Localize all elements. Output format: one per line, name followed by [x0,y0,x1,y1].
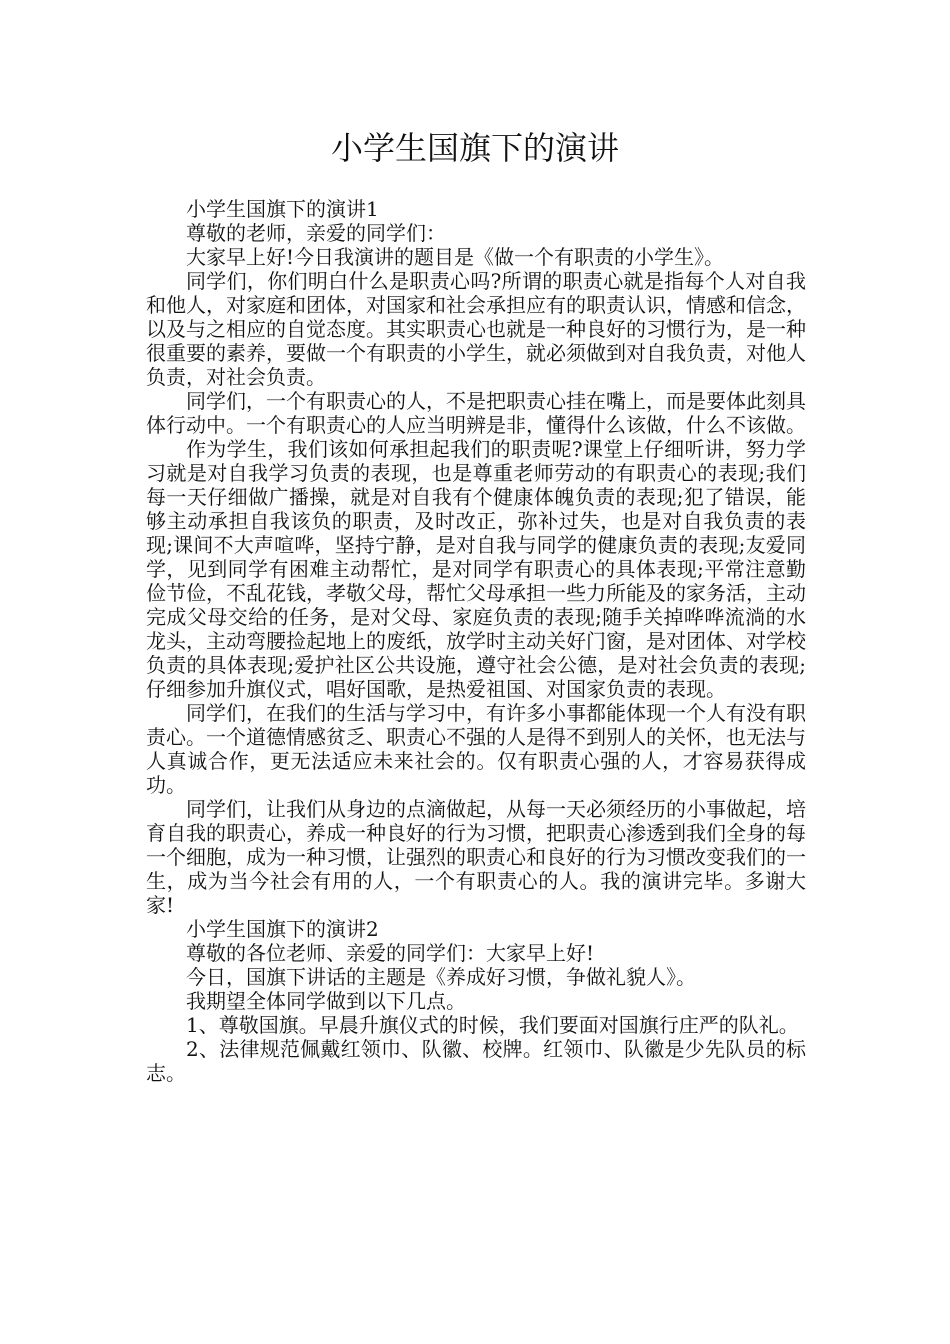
paragraph-body: 我期望全体同学做到以下几点。 [186,989,466,1013]
paragraph-body: 同学们，在我们的生活与学习中，有许多小事都能体现一个人有没有职责心。一个道德情感贫乏、职责心不强的人是得不到别人的关怀，也无法与人真诚合作，更无法适应未来社会的。仅有职责心强的人，才容易获得成功。 [146,701,806,797]
paragraph-salutation-1: 尊敬的老师，亲爱的同学们： [186,221,446,245]
paragraph-body: 作为学生，我们该如何承担起我们的职责呢?课堂上仔细听讲，努力学习就是对自我学习负责的表现，也是尊重老师劳动的有职责心的表现;我们每一天仔细做广播操，就是对自我有个健康体魄负责的表现;犯了错误，能够主动承担自我该负的职责，及时改正，弥补过失，也是对自我负责的表现;课间不大声喧哗，坚持宁静，是对自我与同学的健康负责的表现;友爱同学，见到同学有困难主动帮忙，是对同学有职责心的具体表现;平常注意勤俭节俭，不乱花钱，孝敬父母，帮忙父母承担一些力所能及的家务活，主动完成父母交给的任务，是对父母、家庭负责的表现;随手关掉哗哗流淌的水龙头，主动弯腰捡起地上的废纸，放学时主动关好门窗，是对团体、对学校负责的具体表现;爱护社区公共设施，遵守社会公德，是对社会负责的表现;仔细参加升旗仪式，唱好国歌，是热爱祖国、对国家负责的表现。 [146,437,806,701]
paragraph-body: 同学们，让我们从身边的点滴做起，从每一天必须经历的小事做起，培育自我的职责心，养成一种良好的行为习惯，把职责心渗透到我们全身的每一个细胞，成为一种习惯，让强烈的职责心和良好的行为习惯改变我们的一生，成为当今社会有用的人，一个有职责心的人。我的演讲完毕。多谢大家! [146,797,806,917]
paragraph-list-item: 2、法律规范佩戴红领巾、队徽、校牌。红领巾、队徽是少先队员的标志。 [146,1037,806,1085]
document-body [146,197,806,1085]
paragraph-body: 同学们，你们明白什么是职责心吗?所谓的职责心就是指每个人对自我和他人，对家庭和团体，对国家和社会承担应有的职责认识，情感和信念，以及与之相应的自觉态度。其实职责心也就是一种良好的习惯行为，是一种很重要的素养，要做一个有职责的小学生，就必须做到对自我负责，对他人负责，对社会负责。 [146,269,806,389]
paragraph-body: 同学们，一个有职责心的人，不是把职责心挂在嘴上，而是要体此刻具体行动中。一个有职责心的人应当明辨是非，懂得什么该做，什么不该做。 [146,389,806,437]
paragraph-list-item: 1、尊敬国旗。早晨升旗仪式的时候，我们要面对国旗行庄严的队礼。 [186,1013,799,1037]
document-title: 小学生国旗下的演讲 [330,129,619,167]
paragraph-speech-1-heading: 小学生国旗下的演讲1 [186,197,379,221]
paragraph-speech-2-heading: 小学生国旗下的演讲2 [186,917,379,941]
paragraph-greeting-1: 大家早上好!今日我演讲的题目是《做一个有职责的小学生》。 [186,245,725,269]
paragraph-salutation-2: 尊敬的各位老师、亲爱的同学们：大家早上好! [186,941,595,965]
paragraph-body: 今日，国旗下讲话的主题是《养成好习惯，争做礼貌人》。 [186,965,696,989]
